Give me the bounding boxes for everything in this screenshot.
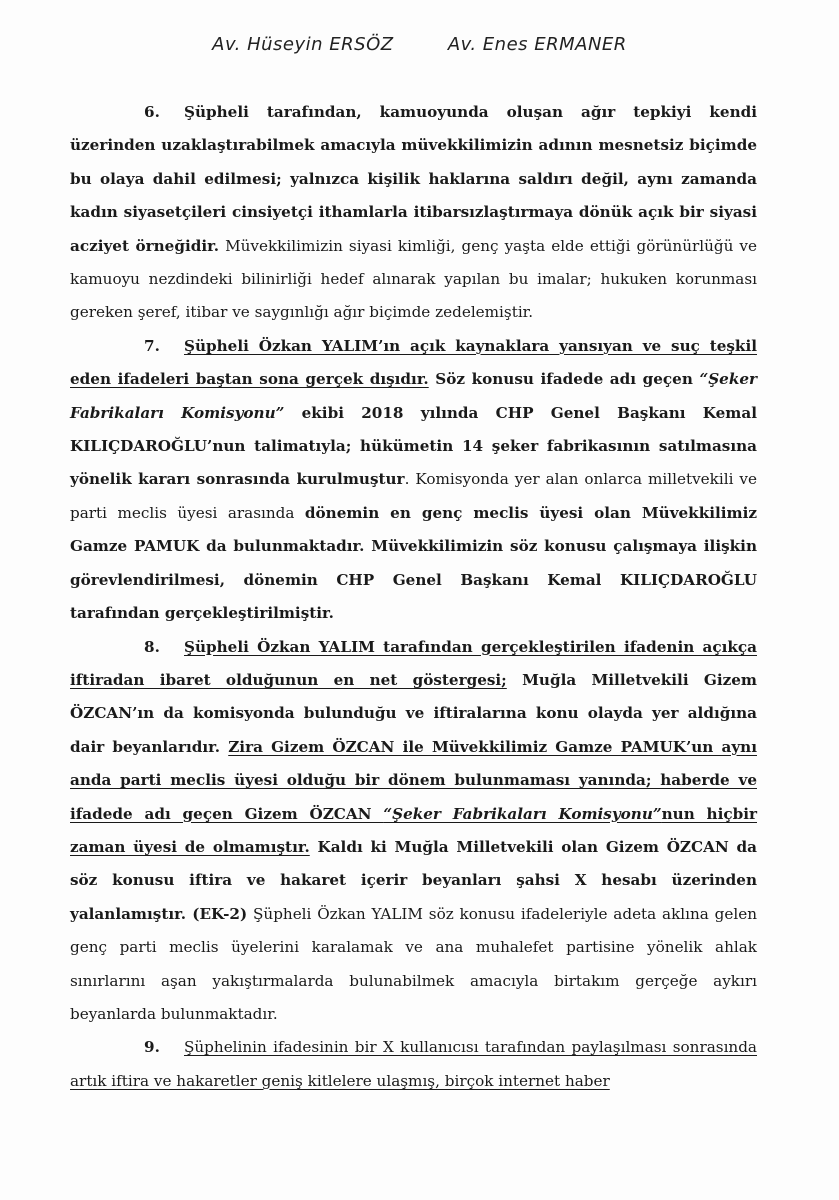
paragraph-7 [70,330,757,631]
bold-text: Söz konusu ifadede adı geçen [428,370,700,389]
paragraph-number: 9. [144,1038,160,1057]
paragraph-9 [70,1031,757,1098]
underlined-text: Şüphelinin ifadesinin bir X kullanıcısı tarafından paylaşılması sonrasında artık iftira ve hakaretler geniş kitlelere ulaşmış, birçok internet haber [70,1038,757,1090]
bold-text: Muğla Milletvekili Gizem ÖZCAN’ın da komisyonda bulunduğu ve iftiralarına konu olayda yer aldığına dair beyanlarıdır. [70,670,757,756]
paragraph-6 [70,96,757,330]
plain-text: Şüpheli Özkan YALIM söz konusu ifadeleriyle adeta aklına gelen genç parti meclis üyelerini karalamak ve ana muhalefet partisine yönelik ahlak sınırlarını aşan yakıştırmalarda bulunabilmek amacıyla birtakım gerçeğe aykırı beyanlarda bulunmaktadır. [70,904,757,1023]
plain-text: . Komisyonda yer alan onlarca milletvekili ve parti meclis üyesi arasında [70,470,757,522]
bold-text: Şüpheli tarafından, kamuoyunda oluşan ağır tepkiyi kendi üzerinden uzaklaştırabilmek amacıyla müvekkilimizin adının mesnetsiz biçimde bu olaya dahil edilmesi; yalnızca kişilik haklarına saldırı değil, aynı zamanda kadın siyasetçileri cinsiyetçi ithamlarla itibarsızlaştırmaya dönük açık bir siyasi acziyet örneğidir. [70,103,757,255]
plain-text: Müvekkilimizin siyasi kimliği, genç yaşta elde ettiği görünürlüğü ve kamuoyu nezdindeki bilinirliği hedef alınarak yapılan bu imalar; hukuken korunması gereken şeref, itibar ve saygınlığı ağır biçimde zedelemiştir. [70,236,757,322]
paragraph-number: 6. [144,103,160,121]
paragraph-8 [70,631,757,1032]
paragraph-number: 8. [144,637,160,656]
bold-text: Kaldı ki Muğla Milletvekili olan Gizem ÖZCAN da söz konusu iftira ve hakaret içerir beyanları şahsi X hesabı üzerinden yalanlamıştır. (EK-2) [70,837,758,923]
paragraph-number: 7. [144,336,160,355]
bold-italic-underlined-text: “Şeker Fabrikaları Komisyonu” [383,804,662,823]
lawyer-name-1: Av. Hüseyin ERSÖZ [212,34,394,55]
bold-underlined-text: Şüpheli Özkan YALIM tarafından gerçekleştirilen ifadenin açıkça iftiradan ibaret olduğunun en net göstergesi; [70,637,757,689]
bold-underlined-text: nun hiçbir zaman üyesi de olmamıştır. [70,804,757,856]
bold-text: ekibi 2018 yılında CHP Genel Başkanı Kemal KILIÇDAROĞLU’nun talimatıyla; hükümetin 14 şeker fabrikasının satılmasına yönelik kararı sonrasında kurulmuştur [70,403,757,489]
bold-underlined-text: Şüpheli Özkan YALIM’ın açık kaynaklara yansıyan ve suç teşkil eden ifadeleri baştan sona gerçek dışıdır. [70,336,757,389]
bold-italic-text: “Şeker Fabrikaları Komisyonu” [70,370,758,422]
bold-underlined-text: Zira Gizem ÖZCAN ile Müvekkilimiz Gamze PAMUK’un aynı anda parti meclis üyesi olduğu bir dönem bulunmaması yanında; haberde ve ifadede adı geçen Gizem ÖZCAN [70,737,757,823]
document-body [70,96,757,1098]
lawyer-name-2: Av. Enes ERMANER [447,34,627,55]
bold-text: dönemin en genç meclis üyesi olan Müvekkilimiz Gamze PAMUK da bulunmaktadır. Müvekkilimizin söz konusu çalışmaya ilişkin görevlendirilmesi, dönemin CHP Genel Başkanı Kemal KILIÇDAROĞLU tarafından gerçekleştirilmiştir. [70,503,758,623]
letterhead [0,34,839,55]
